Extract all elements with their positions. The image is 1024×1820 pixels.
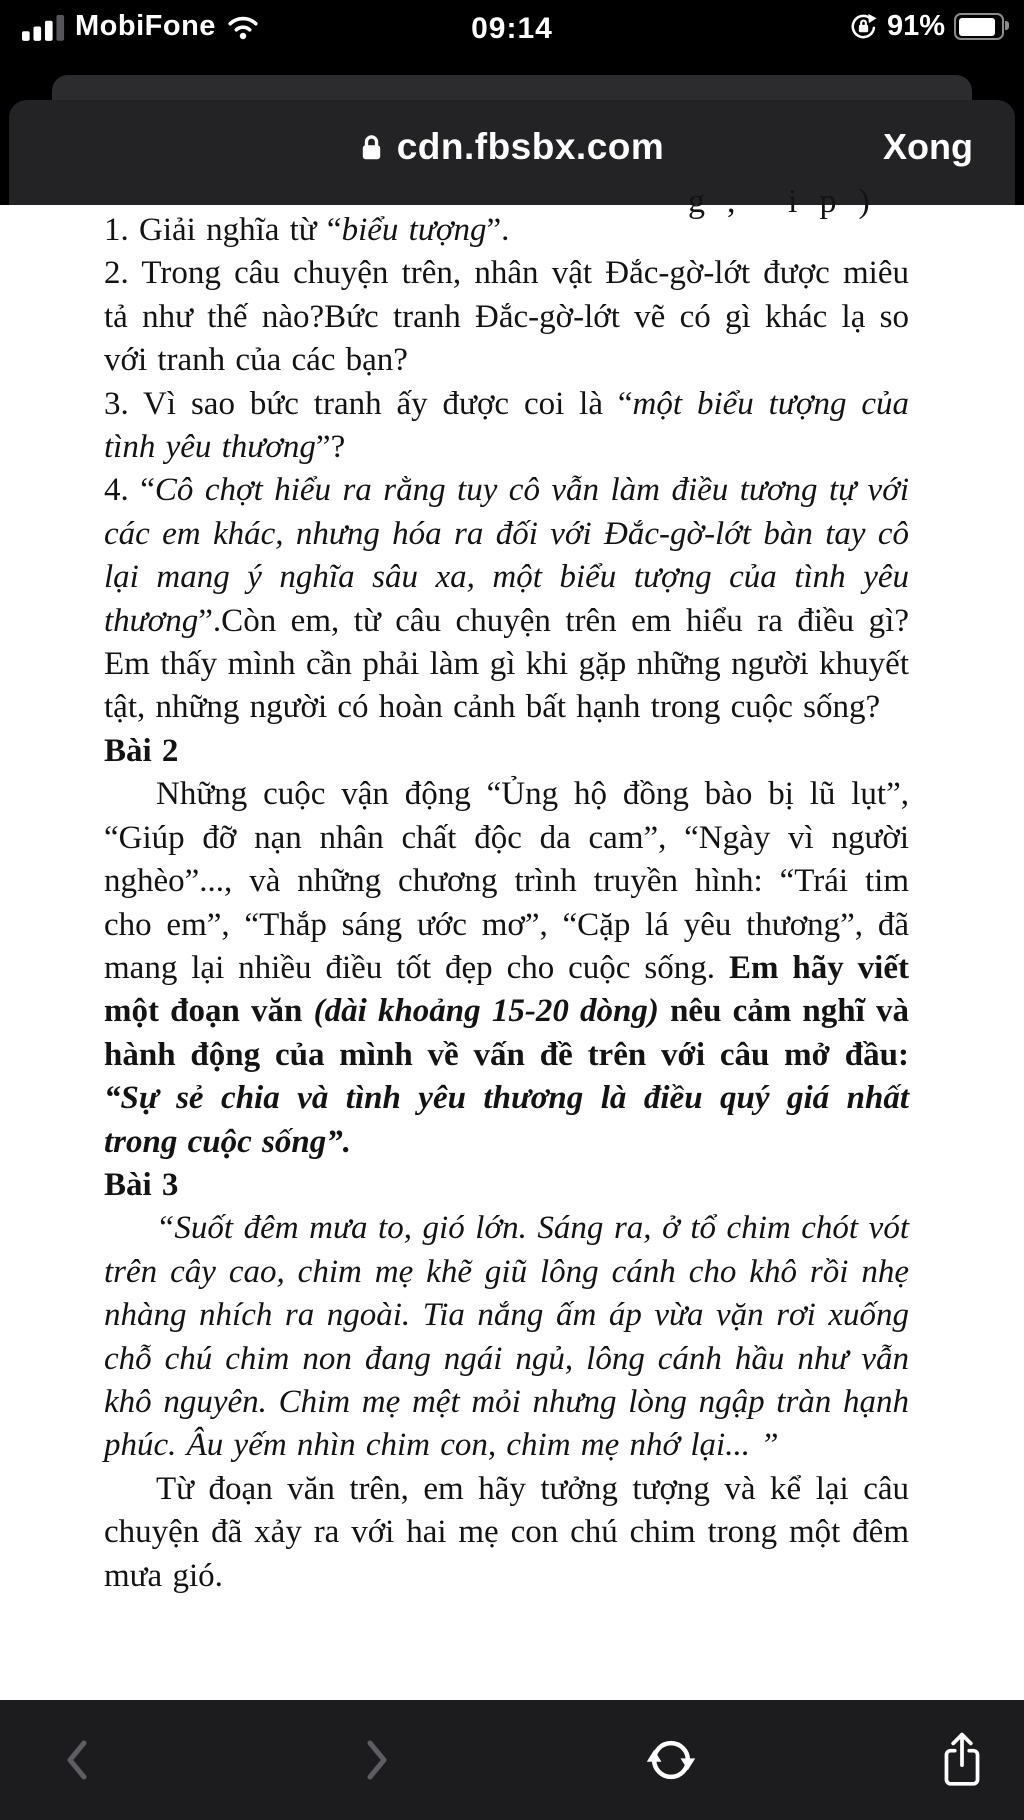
exercise-3-task: Từ đoạn văn trên, em hãy tưởng tượng và kể lại câu chuyện đã xảy ra với hai mẹ con chú chim trong một đêm mưa gió. — [104, 1470, 909, 1594]
done-button[interactable]: Xong — [883, 112, 973, 182]
battery-percent-label: 91% — [886, 10, 945, 42]
safari-toolbar — [0, 1700, 1024, 1820]
back-button[interactable] — [54, 1729, 100, 1791]
url-field[interactable] — [9, 112, 1015, 182]
lock-icon — [360, 133, 383, 162]
question-1: 1. Giải nghĩa từ “biểu tượng”. — [104, 212, 510, 248]
question-3: 3. Vì sao bức tranh ấy được coi là “một biểu tượng của tình yêu thương”? — [104, 385, 910, 466]
reload-button[interactable] — [638, 1727, 704, 1793]
clipped-text-fragment: g, ip) — [688, 183, 892, 220]
back-chevron-icon — [60, 1735, 94, 1785]
forward-chevron-icon — [360, 1735, 394, 1785]
share-icon — [939, 1731, 985, 1789]
time-label: 09:14 — [471, 12, 553, 45]
share-button[interactable] — [933, 1725, 991, 1795]
question-4: 4. “Cô chợt hiểu ra rằng tuy cô vẫn làm điều tương tự với các em khác, nhưng hóa ra đối với Đắc-gờ-lớt bàn tay cô lại mang ý nghĩa sâu xa, một biểu tượng của tình yêu thương”.Còn em, từ câu chuyện trên em hiểu ra điều gì? Em thấy mình cần phải làm gì khi gặp những người khuyết tật, những người có hoàn cảnh bất hạnh trong cuộc sống? — [104, 472, 909, 726]
exercise-2-heading: Bài 2 — [104, 732, 179, 769]
document-text — [104, 209, 909, 1598]
document-view[interactable] — [0, 183, 1024, 1700]
battery-icon — [954, 13, 1004, 40]
exercise-3-quote: “Suốt đêm mưa to, gió lớn. Sáng ra, ở tổ chim chót vót trên cây cao, chim mẹ khẽ giũ lông cánh cho khô rồi nhẹ nhàng nhích ra ngoài. Tia nắng ấm áp vừa vặn rơi xuống chỗ chú chim non đang ngái ngủ, lông cánh hầu như vẫn khô nguyên. Chim mẹ mệt mỏi nhưng lòng ngập tràn hạnh phúc. Âu yếm nhìn chim con, chim mẹ nhớ lại... ” — [104, 1210, 909, 1464]
exercise-3-heading: Bài 3 — [104, 1166, 179, 1203]
reload-icon — [644, 1733, 698, 1787]
url-label: cdn.fbsbx.com — [396, 126, 665, 167]
carrier-label: MobiFone — [75, 10, 216, 42]
question-2: 2. Trong câu chuyện trên, nhân vật Đắc-gờ-lớt được miêu tả như thế nào?Bức tranh Đắc-gờ-lớt vẽ có gì khác lạ so với tranh của các bạn? — [104, 255, 909, 379]
orientation-lock-icon — [849, 12, 878, 41]
forward-button[interactable] — [354, 1729, 400, 1791]
status-bar — [0, 0, 1024, 62]
status-bar-right — [849, 10, 1004, 43]
exercise-2-paragraph: Những cuộc vận động “Ủng hộ đồng bào bị lũ lụt”, “Giúp đỡ nạn nhân chất độc da cam”, “Ngày vì người nghèo”..., và những chương trình truyền hình: “Trái tim cho em”, “Thắp sáng ước mơ”, “Cặp lá yêu thương”, đã mang lại nhiều điều tốt đẹp cho cuộc sống. Em hãy viết một đoạn văn (dài khoảng 15-20 dòng) nêu cảm nghĩ và hành động của mình về vấn đề trên với câu mở đầu: “Sự sẻ chia và tình yêu thương là điều quý giá nhất trong cuộc sống”. — [104, 776, 909, 1160]
